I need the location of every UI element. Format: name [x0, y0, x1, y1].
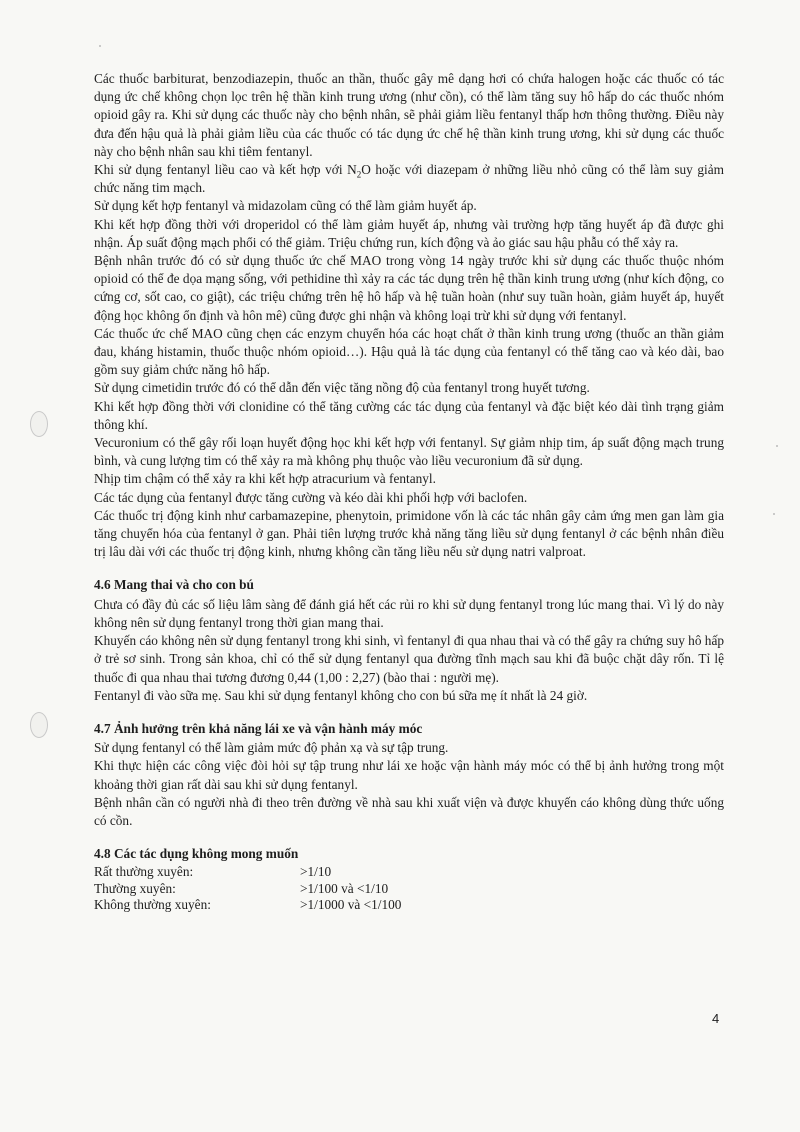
- paragraph: Sử dụng kết hợp fentanyl và midazolam cũng có thể làm giảm huyết áp.: [94, 198, 477, 214]
- frequency-row: [94, 897, 724, 913]
- frequency-value: >1/100 và <1/10: [300, 880, 389, 896]
- paragraph: Nhịp tim chậm có thể xảy ra khi kết hợp atracurium và fentanyl.: [94, 471, 436, 487]
- page-number: 4: [712, 1011, 720, 1026]
- text-run: Khi sử dụng fentanyl liều cao và kết hợp với N: [94, 162, 357, 178]
- paragraph: Khi kết hợp đồng thời với droperidol có thể làm giảm huyết áp, nhưng vài trường hợp tăng huyết áp đã được ghi nhận. Áp suất động mạch phổi có thể giảm. Triệu chứng run, kích động và ảo giác sau hậu phẫu có thể xảy ra.: [94, 216, 724, 250]
- paragraph: Các thuốc ức chế MAO cũng chẹn các enzym chuyển hóa các hoạt chất ở thần kinh trung ương (thuốc an thần giảm đau, kháng histamin, thuốc thuộc nhóm opioid…). Hậu quả là tác dụng của fentanyl có thể tăng cao và kéo dài, bao gồm suy giảm chức năng hô hấp.: [94, 325, 724, 378]
- paragraph: Bệnh nhân trước đó có sử dụng thuốc ức chế MAO trong vòng 14 ngày trước khi sử dụng các thuốc thuộc nhóm opioid có thể đe dọa mạng sống, với pethidine thì xảy ra các tác dụng trên hệ thần kinh trung ương (như kích động, co cứng cơ, sốt cao, co giật), các triệu chứng trên hệ hô hấp và hệ tuần hoàn (như suy tuần hoàn, giảm huyết áp, huyết động học không ổn định và hôn mê) cũng được ghi nhận và không loại trừ khi sử dụng với fentanyl.: [94, 253, 724, 323]
- frequency-label: Thường xuyên:: [94, 880, 176, 896]
- paragraph: Chưa có đầy đủ các số liệu lâm sàng để đánh giá hết các rủi ro khi sử dụng fentanyl trong lúc mang thai. Vì lý do này không nên sử dụng fentanyl trong thời gian mang thai.: [94, 596, 724, 630]
- frequency-value: >1/1000 và <1/100: [300, 896, 402, 912]
- section-heading-4-8: 4.8 Các tác dụng không mong muốn: [94, 846, 299, 862]
- scan-speck: [99, 45, 101, 47]
- paragraph: Khuyến cáo không nên sử dụng fentanyl trong khi sinh, vì fentanyl đi qua nhau thai và có thể gây ra chứng suy hô hấp ở trẻ sơ sinh. Trong sản khoa, chỉ có thể sử dụng fentanyl qua đường tĩnh mạch sau khi đã buộc chặt dây rốn. Tỉ lệ thuốc đi qua nhau thai tương đương 0,44 (1,00 : 2,27) (bào thai : người mẹ).: [94, 633, 724, 685]
- scan-speck: [773, 513, 775, 515]
- scan-speck: [776, 445, 778, 447]
- subscript: 2: [356, 169, 362, 180]
- frequency-value: >1/10: [300, 864, 332, 880]
- paragraph: Các thuốc trị động kinh như carbamazepine, phenytoin, primidone vốn là các tác nhân gây cảm ứng men gan làm gia tăng chuyển hóa của fentanyl ở gan. Phải tiên lượng trước khả năng tăng liều sử dụng fentanyl ở các bệnh nhân điều trị lâu dài với các thuốc trị động kinh, nhưng không cần tăng liều nếu sử dụng natri valproat.: [94, 507, 724, 560]
- paragraph: Fentanyl đi vào sữa mẹ. Sau khi sử dụng fentanyl không cho con bú sữa mẹ ít nhất là 24 giờ.: [94, 687, 588, 703]
- punch-hole-mark: [30, 411, 48, 437]
- paragraph: Các tác dụng của fentanyl được tăng cường và kéo dài khi phối hợp với baclofen.: [94, 489, 528, 505]
- frequency-row: [94, 881, 724, 897]
- section-heading-4-7: 4.7 Ảnh hưởng trên khả năng lái xe và vận hành máy móc: [94, 720, 423, 736]
- frequency-label: Không thường xuyên:: [94, 896, 211, 912]
- paragraph: Sử dụng fentanyl có thể làm giảm mức độ phản xạ và sự tập trung.: [94, 740, 449, 756]
- paragraph: Các thuốc barbiturat, benzodiazepin, thuốc an thần, thuốc gây mê dạng hơi có chứa halogen hoặc các thuốc có tác dụng ức chế không chọn lọc trên hệ thần kinh trung ương (như cồn), có thể làm tăng suy hô hấp do các thuốc nhóm opioid gây ra. Khi sử dụng các thuốc này cho bệnh nhân, sẽ phải giảm liều fentanyl thấp hơn thông thường. Điều này đưa đến hậu quả là phải giảm liều của các thuốc có tác dụng ức chế hệ thần kinh trung ương, khi sử dụng các thuốc này cho bệnh nhân sau khi tiêm fentanyl.: [94, 71, 724, 159]
- paragraph: Bệnh nhân cần có người nhà đi theo trên đường về nhà sau khi xuất viện và được khuyến cáo không dùng thức uống có cồn.: [94, 794, 724, 828]
- text-run: O hoặc với diazepam ở những liều nhỏ cũng có thể làm suy giảm chức năng tim mạch.: [94, 162, 724, 196]
- paragraph: Vecuronium có thể gây rối loạn huyết động học khi kết hợp với fentanyl. Sự giảm nhịp tim, áp suất động mạch trung bình, và cung lượng tim có thể xảy ra mà không phụ thuộc vào liều vecuronium đã sử dụng.: [94, 435, 724, 469]
- frequency-label: Rất thường xuyên:: [94, 864, 194, 880]
- paragraph: Khi thực hiện các công việc đòi hỏi sự tập trung như lái xe hoặc vận hành máy móc có thể bị ảnh hưởng trong một khoảng thời gian rất dài sau khi sử dụng fentanyl.: [94, 758, 724, 792]
- paragraph: Sử dụng cimetidin trước đó có thể dẫn đến việc tăng nồng độ của fentanyl trong huyết tương.: [94, 380, 590, 396]
- section-heading-4-6: 4.6 Mang thai và cho con bú: [94, 577, 254, 593]
- punch-hole-mark: [30, 712, 48, 738]
- frequency-row: [94, 864, 724, 880]
- body-text: [94, 70, 724, 913]
- paragraph-n2o: [94, 161, 724, 197]
- frequency-list: [94, 864, 724, 913]
- paragraph: Khi kết hợp đồng thời với clonidine có thể tăng cường các tác dụng của fentanyl và đặc biệt kéo dài tình trạng giảm thông khí.: [94, 398, 724, 432]
